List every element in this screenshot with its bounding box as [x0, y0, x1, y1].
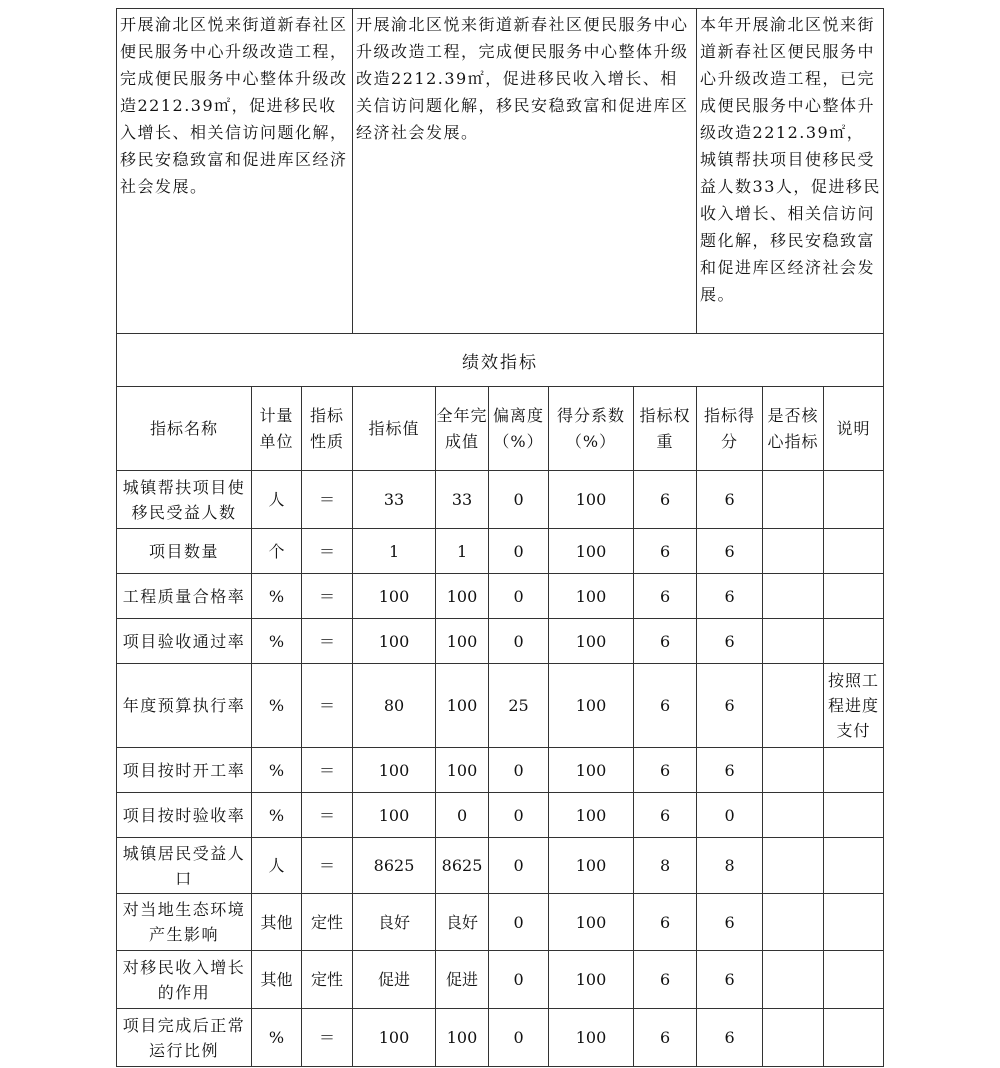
- cell-target: 33: [353, 471, 436, 529]
- header-deviation: 偏离度（%）: [489, 387, 549, 471]
- cell-deviation: 0: [489, 619, 549, 664]
- cell-note: [824, 951, 884, 1009]
- cell-unit: 其他: [252, 894, 302, 951]
- header-actual: 全年完成值: [436, 387, 489, 471]
- cell-coef: 100: [549, 951, 634, 1009]
- cell-weight: 6: [634, 664, 697, 748]
- cell-note: [824, 574, 884, 619]
- description-row: [117, 9, 884, 334]
- cell-actual: 100: [436, 1009, 489, 1067]
- cell-weight: 6: [634, 471, 697, 529]
- cell-unit: 个: [252, 529, 302, 574]
- cell-name: 城镇居民受益人口: [117, 838, 252, 894]
- cell-weight: 6: [634, 574, 697, 619]
- cell-target: 100: [353, 793, 436, 838]
- cell-deviation: 0: [489, 951, 549, 1009]
- cell-nature: 定性: [302, 951, 353, 1009]
- cell-core: [763, 1009, 824, 1067]
- performance-table: [116, 8, 884, 1067]
- cell-actual: 0: [436, 793, 489, 838]
- cell-core: [763, 748, 824, 793]
- cell-actual: 1: [436, 529, 489, 574]
- cell-note: [824, 529, 884, 574]
- cell-note: [824, 838, 884, 894]
- cell-deviation: 0: [489, 471, 549, 529]
- cell-core: [763, 619, 824, 664]
- header-name: 指标名称: [117, 387, 252, 471]
- cell-unit: %: [252, 793, 302, 838]
- cell-name: 项目按时验收率: [117, 793, 252, 838]
- cell-score: 6: [697, 529, 763, 574]
- cell-core: [763, 664, 824, 748]
- cell-core: [763, 471, 824, 529]
- cell-core: [763, 951, 824, 1009]
- section-title-row: [117, 334, 884, 387]
- header-weight: 指标权重: [634, 387, 697, 471]
- cell-score: 6: [697, 664, 763, 748]
- cell-weight: 6: [634, 529, 697, 574]
- cell-actual: 100: [436, 748, 489, 793]
- cell-coef: 100: [549, 838, 634, 894]
- table-row: [117, 894, 884, 951]
- cell-target: 100: [353, 1009, 436, 1067]
- table-row: [117, 1009, 884, 1067]
- cell-actual: 33: [436, 471, 489, 529]
- cell-target: 100: [353, 574, 436, 619]
- cell-note: [824, 471, 884, 529]
- cell-name: 年度预算执行率: [117, 664, 252, 748]
- cell-coef: 100: [549, 894, 634, 951]
- cell-name: 对当地生态环境产生影响: [117, 894, 252, 951]
- header-row: [117, 387, 884, 471]
- cell-weight: 6: [634, 748, 697, 793]
- header-core: 是否核心指标: [763, 387, 824, 471]
- header-coef: 得分系数（%）: [549, 387, 634, 471]
- cell-nature: ＝: [302, 1009, 353, 1067]
- cell-unit: %: [252, 574, 302, 619]
- cell-coef: 100: [549, 1009, 634, 1067]
- cell-score: 6: [697, 1009, 763, 1067]
- cell-unit: 人: [252, 471, 302, 529]
- cell-score: 6: [697, 619, 763, 664]
- cell-name: 工程质量合格率: [117, 574, 252, 619]
- cell-score: 6: [697, 748, 763, 793]
- cell-deviation: 0: [489, 838, 549, 894]
- cell-nature: 定性: [302, 894, 353, 951]
- cell-nature: ＝: [302, 471, 353, 529]
- cell-coef: 100: [549, 619, 634, 664]
- cell-note: [824, 793, 884, 838]
- cell-target: 8625: [353, 838, 436, 894]
- cell-nature: ＝: [302, 574, 353, 619]
- cell-coef: 100: [549, 471, 634, 529]
- description-cell-1: 开展渝北区悦来街道新春社区便民服务中心升级改造工程，完成便民服务中心整体升级改造2212.39㎡，促进移民收入增长、相关信访问题化解，移民安稳致富和促进库区经济社会发展。: [117, 9, 353, 334]
- table-row: [117, 748, 884, 793]
- header-score: 指标得分: [697, 387, 763, 471]
- cell-weight: 6: [634, 951, 697, 1009]
- cell-score: 6: [697, 471, 763, 529]
- cell-note: [824, 1009, 884, 1067]
- cell-nature: ＝: [302, 529, 353, 574]
- cell-core: [763, 574, 824, 619]
- cell-note: 按照工程进度支付: [824, 664, 884, 748]
- cell-target: 100: [353, 748, 436, 793]
- table-row: [117, 529, 884, 574]
- cell-weight: 6: [634, 894, 697, 951]
- cell-nature: ＝: [302, 793, 353, 838]
- table-row: [117, 951, 884, 1009]
- cell-core: [763, 838, 824, 894]
- cell-note: [824, 894, 884, 951]
- cell-target: 促进: [353, 951, 436, 1009]
- cell-actual: 良好: [436, 894, 489, 951]
- cell-deviation: 0: [489, 894, 549, 951]
- cell-nature: ＝: [302, 748, 353, 793]
- cell-unit: 人: [252, 838, 302, 894]
- cell-deviation: 0: [489, 748, 549, 793]
- cell-weight: 6: [634, 1009, 697, 1067]
- cell-unit: 其他: [252, 951, 302, 1009]
- cell-note: [824, 748, 884, 793]
- cell-name: 对移民收入增长的作用: [117, 951, 252, 1009]
- cell-note: [824, 619, 884, 664]
- cell-nature: ＝: [302, 838, 353, 894]
- cell-core: [763, 894, 824, 951]
- cell-core: [763, 793, 824, 838]
- cell-name: 项目完成后正常运行比例: [117, 1009, 252, 1067]
- table-row: [117, 471, 884, 529]
- header-note: 说明: [824, 387, 884, 471]
- cell-deviation: 0: [489, 574, 549, 619]
- cell-coef: 100: [549, 574, 634, 619]
- header-target: 指标值: [353, 387, 436, 471]
- cell-score: 8: [697, 838, 763, 894]
- cell-score: 6: [697, 894, 763, 951]
- cell-actual: 100: [436, 664, 489, 748]
- cell-nature: ＝: [302, 664, 353, 748]
- cell-coef: 100: [549, 664, 634, 748]
- cell-deviation: 0: [489, 529, 549, 574]
- cell-target: 80: [353, 664, 436, 748]
- cell-core: [763, 529, 824, 574]
- table-row: [117, 574, 884, 619]
- cell-name: 项目验收通过率: [117, 619, 252, 664]
- header-nature: 指标性质: [302, 387, 353, 471]
- cell-unit: %: [252, 619, 302, 664]
- table-row: [117, 619, 884, 664]
- cell-score: 6: [697, 574, 763, 619]
- header-unit: 计量单位: [252, 387, 302, 471]
- description-cell-2: 开展渝北区悦来街道新春社区便民服务中心升级改造工程，完成便民服务中心整体升级改造2212.39㎡，促进移民收入增长、相关信访问题化解，移民安稳致富和促进库区经济社会发展。: [353, 9, 697, 334]
- description-cell-3: 本年开展渝北区悦来街道新春社区便民服务中心升级改造工程，已完成便民服务中心整体升级改造2212.39㎡，城镇帮扶项目使移民受益人数33人，促进移民收入增长、相关信访问题化解，移民安稳致富和促进库区经济社会发展。: [697, 9, 884, 334]
- table-row: [117, 838, 884, 894]
- cell-deviation: 25: [489, 664, 549, 748]
- cell-actual: 100: [436, 619, 489, 664]
- cell-name: 项目按时开工率: [117, 748, 252, 793]
- table-row: [117, 664, 884, 748]
- cell-actual: 8625: [436, 838, 489, 894]
- cell-coef: 100: [549, 748, 634, 793]
- cell-actual: 促进: [436, 951, 489, 1009]
- cell-coef: 100: [549, 793, 634, 838]
- cell-nature: ＝: [302, 619, 353, 664]
- cell-unit: %: [252, 748, 302, 793]
- cell-actual: 100: [436, 574, 489, 619]
- cell-deviation: 0: [489, 1009, 549, 1067]
- cell-target: 100: [353, 619, 436, 664]
- cell-name: 城镇帮扶项目使移民受益人数: [117, 471, 252, 529]
- cell-weight: 6: [634, 793, 697, 838]
- cell-name: 项目数量: [117, 529, 252, 574]
- table-row: [117, 793, 884, 838]
- cell-target: 良好: [353, 894, 436, 951]
- cell-weight: 8: [634, 838, 697, 894]
- cell-deviation: 0: [489, 793, 549, 838]
- cell-weight: 6: [634, 619, 697, 664]
- cell-coef: 100: [549, 529, 634, 574]
- section-title: 绩效指标: [117, 334, 884, 387]
- cell-score: 0: [697, 793, 763, 838]
- cell-target: 1: [353, 529, 436, 574]
- cell-unit: %: [252, 664, 302, 748]
- cell-unit: %: [252, 1009, 302, 1067]
- cell-score: 6: [697, 951, 763, 1009]
